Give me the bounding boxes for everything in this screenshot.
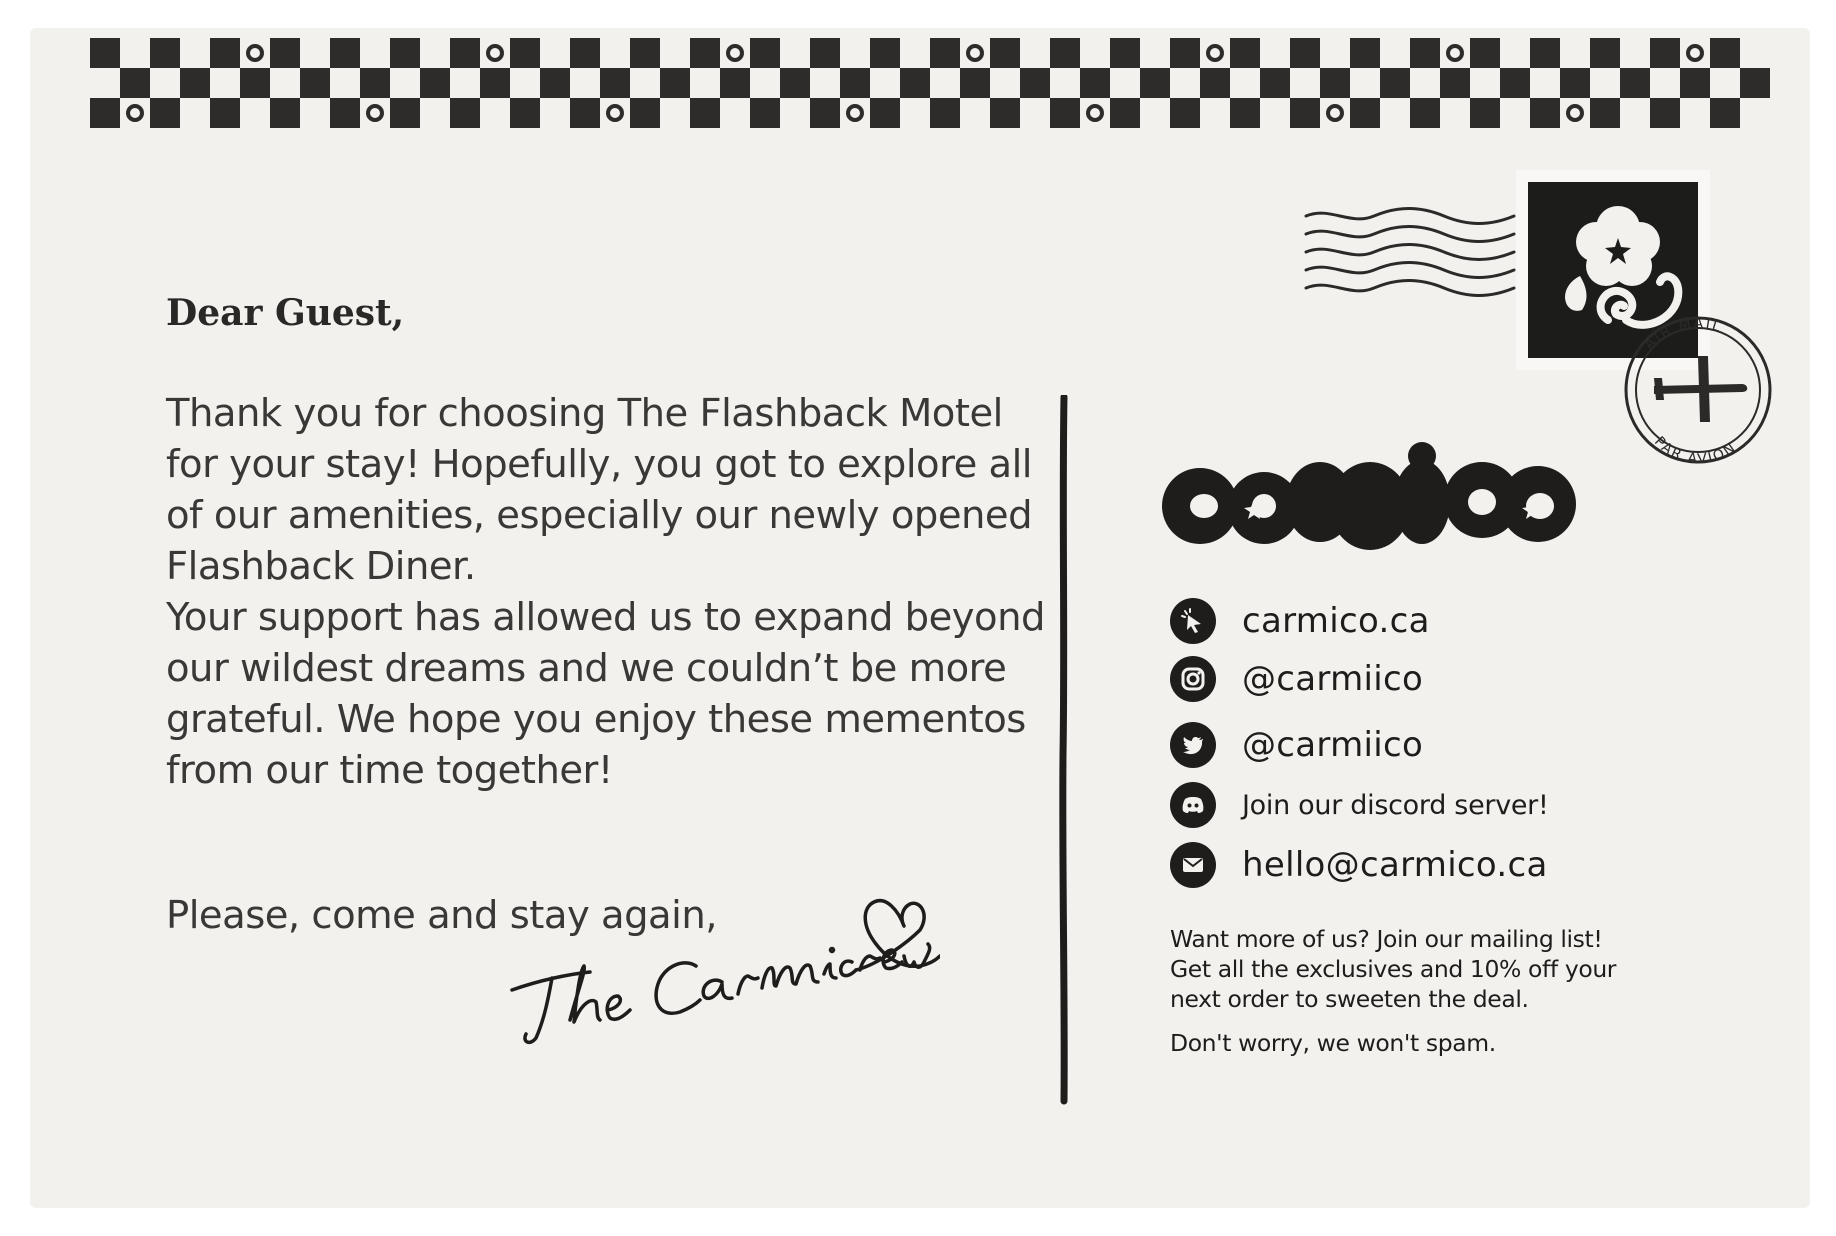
postmark-top-text: AIR MAIL (1641, 315, 1725, 354)
carmico-logo (1160, 440, 1580, 560)
envelope-icon (1170, 842, 1216, 888)
instagram-handle: @carmiico (1242, 659, 1424, 699)
website-link[interactable] (1170, 592, 1690, 650)
logo-text: carmico (1160, 558, 1164, 559)
signature (500, 870, 940, 1050)
mailing-list-promo (1170, 924, 1670, 1058)
discord-icon (1170, 782, 1216, 828)
greeting: Dear Guest, (166, 292, 405, 334)
email-link[interactable] (1170, 836, 1690, 894)
instagram-icon (1170, 656, 1216, 702)
closing-line: Please, come and stay again, (166, 893, 717, 938)
mailing-line: Get all the exclusives and 10% off your (1170, 955, 1617, 983)
website-label: carmico.ca (1242, 601, 1430, 641)
email-address: hello@carmico.ca (1242, 845, 1548, 885)
twitter-handle: @carmiico (1242, 725, 1424, 765)
svg-text:PAR AVION (1651, 434, 1740, 468)
postmark-bottom-text: PAR AVION (1651, 433, 1740, 468)
checkered-border (30, 26, 1810, 130)
letter-paragraph: Your support has allowed us to expand beyond our wildest dreams and we couldn’t be more grateful. We hope you enjoy these mementos from our time together! (166, 595, 1045, 793)
discord-label: Join our discord server! (1242, 789, 1549, 821)
no-spam-note: Don't worry, we won't spam. (1170, 1029, 1496, 1057)
mailing-line: next order to sweeten the deal. (1170, 985, 1529, 1013)
discord-link[interactable] (1170, 776, 1690, 834)
instagram-link[interactable] (1170, 650, 1690, 708)
center-divider (1058, 395, 1070, 1105)
twitter-link[interactable] (1170, 716, 1690, 774)
contact-links (1170, 592, 1690, 894)
letter-paragraph: Thank you for choosing The Flashback Motel for your stay! Hopefully, you got to explore all of our amenities, especially our newly opened Flashback Diner. (166, 391, 1033, 589)
cursor-click-icon (1170, 598, 1216, 644)
twitter-icon (1170, 722, 1216, 768)
letter-body (166, 388, 1046, 796)
mailing-line: Want more of us? Join our mailing list! (1170, 925, 1603, 953)
